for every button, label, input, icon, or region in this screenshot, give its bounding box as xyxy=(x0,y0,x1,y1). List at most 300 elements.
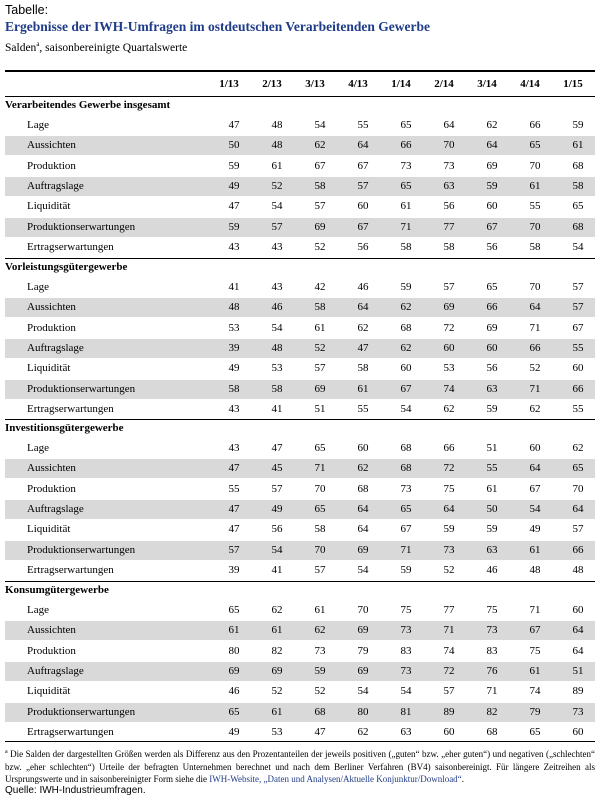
table-cell: 48 xyxy=(228,301,240,314)
table-cell: 54 xyxy=(400,685,412,698)
table-cell: 55 xyxy=(357,402,369,415)
table-cell: 67 xyxy=(314,159,326,172)
table-cell: 70 xyxy=(314,482,326,495)
section-title: Vorleistungsgütergewerbe xyxy=(5,261,128,273)
table-cell: 74 xyxy=(443,644,455,657)
table-cell: 48 xyxy=(529,563,541,576)
table-cell: 53 xyxy=(271,362,283,375)
table-cell: 73 xyxy=(400,482,412,495)
table-cell: 65 xyxy=(400,119,412,131)
table-cell: 48 xyxy=(271,341,283,354)
table-cell: 52 xyxy=(271,179,283,192)
table-cell: 77 xyxy=(443,220,455,233)
table-cell: 65 xyxy=(314,502,326,515)
row-label: Ertragserwartungen xyxy=(27,563,114,576)
row-label: Ertragserwartungen xyxy=(27,240,114,253)
table-cell: 59 xyxy=(486,523,498,536)
table-cell: 54 xyxy=(271,543,283,556)
table-cell: 65 xyxy=(314,442,326,454)
table-cell: 48 xyxy=(572,563,584,576)
table-cell: 72 xyxy=(443,462,455,475)
table-row xyxy=(5,400,595,419)
table-cell: 59 xyxy=(400,281,412,293)
table-cell: 59 xyxy=(228,220,240,233)
table-cell: 62 xyxy=(314,139,326,152)
table-cell: 61 xyxy=(486,482,498,495)
table-cell: 71 xyxy=(486,685,498,698)
table-cell: 52 xyxy=(314,685,326,698)
table-cell: 57 xyxy=(357,179,369,192)
table-cell: 59 xyxy=(443,523,455,536)
table-cell: 81 xyxy=(400,705,412,718)
table-cell: 65 xyxy=(572,462,584,475)
table-cell: 69 xyxy=(486,159,498,172)
table-row xyxy=(5,238,595,257)
table-cell: 65 xyxy=(228,604,240,616)
table-cell: 63 xyxy=(486,543,498,556)
table-cell: 52 xyxy=(314,341,326,354)
table-row xyxy=(5,459,595,478)
table-cell: 52 xyxy=(443,563,455,576)
table-cell: 62 xyxy=(400,341,412,354)
table-cell: 62 xyxy=(529,402,541,415)
table-row xyxy=(5,601,595,620)
table-cell: 60 xyxy=(486,200,498,213)
table-cell: 69 xyxy=(228,664,240,677)
table-cell: 60 xyxy=(486,341,498,354)
table-row xyxy=(5,642,595,661)
table-cell: 57 xyxy=(314,563,326,576)
table-cell: 49 xyxy=(228,362,240,375)
table-cell: 54 xyxy=(572,240,584,253)
table-cell: 74 xyxy=(443,382,455,395)
table-cell: 76 xyxy=(486,664,498,677)
table-cell: 54 xyxy=(357,685,369,698)
header-bottom-rule xyxy=(5,96,595,97)
row-label: Aussichten xyxy=(27,139,76,152)
table-cell: 57 xyxy=(314,200,326,213)
column-header: 2/13 xyxy=(262,78,282,90)
table-cell: 58 xyxy=(572,179,584,192)
table-cell: 61 xyxy=(314,604,326,616)
table-cell: 55 xyxy=(529,200,541,213)
table-cell: 52 xyxy=(529,362,541,375)
table-cell: 69 xyxy=(271,664,283,677)
table-cell: 48 xyxy=(271,119,283,131)
table-cell: 56 xyxy=(486,362,498,375)
table-cell: 49 xyxy=(271,502,283,515)
table-cell: 68 xyxy=(400,462,412,475)
table-cell: 61 xyxy=(529,543,541,556)
table-cell: 66 xyxy=(443,442,455,454)
table-cell: 56 xyxy=(443,200,455,213)
table-cell: 64 xyxy=(486,139,498,152)
table-cell: 64 xyxy=(443,119,455,131)
table-cell: 62 xyxy=(572,442,584,454)
table-cell: 51 xyxy=(314,402,326,415)
table-cell: 53 xyxy=(443,362,455,375)
table-cell: 43 xyxy=(271,240,283,253)
table-cell: 67 xyxy=(486,220,498,233)
table-row xyxy=(5,520,595,539)
table-cell: 79 xyxy=(357,644,369,657)
table-row xyxy=(5,197,595,216)
table-cell: 67 xyxy=(529,482,541,495)
table-cell: 64 xyxy=(529,462,541,475)
table-cell: 61 xyxy=(400,200,412,213)
table-cell: 73 xyxy=(400,624,412,637)
table-cell: 73 xyxy=(572,705,584,718)
row-label: Produktion xyxy=(27,321,76,334)
table-cell: 41 xyxy=(271,402,283,415)
table-cell: 89 xyxy=(443,705,455,718)
table-cell: 75 xyxy=(443,482,455,495)
table-cell: 66 xyxy=(400,139,412,152)
table-cell: 39 xyxy=(228,341,240,354)
column-header: 1/14 xyxy=(391,78,411,90)
table-cell: 57 xyxy=(443,685,455,698)
table-cell: 56 xyxy=(357,240,369,253)
row-label: Liquidität xyxy=(27,200,71,213)
table-cell: 50 xyxy=(228,139,240,152)
table-cell: 68 xyxy=(314,705,326,718)
table-cell: 56 xyxy=(271,523,283,536)
table-cell: 68 xyxy=(572,220,584,233)
table-cell: 77 xyxy=(443,604,455,616)
table-cell: 53 xyxy=(271,725,283,738)
table-cell: 70 xyxy=(529,220,541,233)
source-note: Quelle: IWH-Industrieumfragen. xyxy=(5,785,146,796)
section-divider xyxy=(5,419,595,420)
table-cell: 60 xyxy=(443,725,455,738)
table-cell: 55 xyxy=(486,462,498,475)
table-cell: 60 xyxy=(443,341,455,354)
table-cell: 47 xyxy=(228,502,240,515)
row-label: Lage xyxy=(27,119,49,131)
table-cell: 60 xyxy=(529,442,541,454)
row-label: Aussichten xyxy=(27,462,76,475)
table-cell: 71 xyxy=(529,382,541,395)
table-cell: 47 xyxy=(314,725,326,738)
table-cell: 64 xyxy=(357,523,369,536)
table-cell: 54 xyxy=(400,402,412,415)
row-label: Auftragslage xyxy=(27,502,84,515)
table-cell: 48 xyxy=(271,139,283,152)
table-cell: 59 xyxy=(486,179,498,192)
table-cell: 60 xyxy=(400,362,412,375)
table-cell: 64 xyxy=(357,301,369,314)
table-cell: 65 xyxy=(486,281,498,293)
table-cell: 59 xyxy=(400,563,412,576)
table-cell: 70 xyxy=(529,281,541,293)
section-divider xyxy=(5,258,595,259)
table-cell: 46 xyxy=(271,301,283,314)
table-cell: 60 xyxy=(572,604,584,616)
table-cell: 63 xyxy=(443,179,455,192)
table-cell: 55 xyxy=(357,119,369,131)
table-cell: 65 xyxy=(400,179,412,192)
table-cell: 61 xyxy=(529,664,541,677)
table-cell: 67 xyxy=(357,220,369,233)
table-cell: 54 xyxy=(271,200,283,213)
row-label: Liquidität xyxy=(27,685,71,698)
table-cell: 70 xyxy=(529,159,541,172)
column-header: 3/13 xyxy=(305,78,325,90)
table-cell: 66 xyxy=(572,382,584,395)
row-label: Aussichten xyxy=(27,301,76,314)
table-cell: 43 xyxy=(228,240,240,253)
table-row xyxy=(5,541,595,560)
table-cell: 72 xyxy=(443,321,455,334)
table-cell: 68 xyxy=(572,159,584,172)
table-row xyxy=(5,136,595,155)
table-cell: 49 xyxy=(529,523,541,536)
iwh-website-link[interactable]: IWH-Website, „Daten und Analysen/Aktuelle Konjunktur/Download“ xyxy=(209,774,462,784)
table-cell: 57 xyxy=(572,281,584,293)
table-cell: 79 xyxy=(529,705,541,718)
table-cell: 73 xyxy=(400,159,412,172)
table-cell: 75 xyxy=(400,604,412,616)
table-cell: 59 xyxy=(314,664,326,677)
table-cell: 65 xyxy=(400,502,412,515)
table-cell: 62 xyxy=(357,321,369,334)
table-cell: 46 xyxy=(228,685,240,698)
column-header: 4/14 xyxy=(520,78,540,90)
table-cell: 64 xyxy=(357,502,369,515)
table-caption-label: Tabelle: xyxy=(5,3,49,17)
table-cell: 71 xyxy=(529,604,541,616)
table-cell: 60 xyxy=(357,200,369,213)
table-cell: 73 xyxy=(443,543,455,556)
table-row xyxy=(5,359,595,378)
table-cell: 82 xyxy=(486,705,498,718)
table-cell: 56 xyxy=(486,240,498,253)
row-label: Produktionserwartungen xyxy=(27,220,136,233)
table-cell: 62 xyxy=(357,725,369,738)
table-cell: 61 xyxy=(529,179,541,192)
table-cell: 54 xyxy=(529,502,541,515)
table-row xyxy=(5,218,595,237)
column-header: 2/14 xyxy=(434,78,454,90)
table-cell: 52 xyxy=(314,240,326,253)
table-cell: 57 xyxy=(572,523,584,536)
table-cell: 73 xyxy=(400,664,412,677)
row-label: Liquidität xyxy=(27,362,71,375)
table-cell: 75 xyxy=(529,644,541,657)
table-cell: 62 xyxy=(486,119,498,131)
table-cell: 61 xyxy=(271,705,283,718)
table-cell: 61 xyxy=(271,159,283,172)
table-cell: 62 xyxy=(400,301,412,314)
table-cell: 43 xyxy=(228,442,240,454)
table-row xyxy=(5,177,595,196)
table-cell: 52 xyxy=(271,685,283,698)
section-title: Verarbeitendes Gewerbe insgesamt xyxy=(5,99,171,111)
table-cell: 50 xyxy=(486,502,498,515)
table-cell: 80 xyxy=(357,705,369,718)
table-cell: 74 xyxy=(529,685,541,698)
table-cell: 69 xyxy=(357,664,369,677)
table-cell: 67 xyxy=(400,382,412,395)
table-row xyxy=(5,116,595,135)
table-cell: 60 xyxy=(572,362,584,375)
table-cell: 69 xyxy=(357,624,369,637)
footnote: $^a$ Die Salden der dargestellten Größen werden als Differenz aus den Prozentanteilen der jeweils positiven („guten“ bzw. „eher guten“) und negativen („schlechten“ bzw. „eher schlechten“) Urteile der befragten Unternehmen berechnet und nach dem Berliner Verfahren (BV4) saisonbereinigt. Für längere Zeitreihen als Ursprungswerte und in saisonbereinigter Form siehe die IWH-Website, „Daten und Analysen/Aktuelle Konjunktur/Download“. xyxy=(5,749,596,784)
table-cell: 61 xyxy=(314,321,326,334)
table-cell: 64 xyxy=(572,502,584,515)
table-cell: 47 xyxy=(228,523,240,536)
table-cell: 69 xyxy=(357,543,369,556)
table-row xyxy=(5,703,595,722)
table-cell: 47 xyxy=(271,442,283,454)
table-row xyxy=(5,662,595,681)
table-cell: 59 xyxy=(228,159,240,172)
table-row xyxy=(5,500,595,519)
table-cell: 55 xyxy=(228,482,240,495)
table-cell: 67 xyxy=(357,159,369,172)
table-cell: 51 xyxy=(572,664,584,677)
table-row xyxy=(5,380,595,399)
table-cell: 62 xyxy=(357,462,369,475)
table-row xyxy=(5,439,595,458)
section-title: Konsumgütergewerbe xyxy=(5,584,109,596)
table-cell: 57 xyxy=(443,281,455,293)
row-label: Produktion xyxy=(27,159,76,172)
table-cell: 65 xyxy=(228,705,240,718)
table-row xyxy=(5,480,595,499)
row-label: Produktionserwartungen xyxy=(27,543,136,556)
table-cell: 69 xyxy=(443,301,455,314)
table-cell: 89 xyxy=(572,685,584,698)
row-label: Produktionserwartungen xyxy=(27,705,136,718)
column-header: 1/13 xyxy=(219,78,239,90)
row-label: Produktionserwartungen xyxy=(27,382,136,395)
table-cell: 57 xyxy=(314,362,326,375)
table-cell: 66 xyxy=(529,119,541,131)
table-cell: 68 xyxy=(400,442,412,454)
table-cell: 69 xyxy=(314,220,326,233)
table-cell: 69 xyxy=(486,321,498,334)
table-cell: 58 xyxy=(357,362,369,375)
table-cell: 58 xyxy=(400,240,412,253)
table-cell: 75 xyxy=(486,604,498,616)
table-cell: 46 xyxy=(357,281,369,293)
table-cell: 65 xyxy=(529,725,541,738)
table-cell: 61 xyxy=(357,382,369,395)
table-cell: 65 xyxy=(529,139,541,152)
row-label: Auftragslage xyxy=(27,341,84,354)
table-cell: 54 xyxy=(357,563,369,576)
table-cell: 68 xyxy=(357,482,369,495)
table-cell: 47 xyxy=(228,119,240,131)
table-row xyxy=(5,157,595,176)
table-cell: 67 xyxy=(572,321,584,334)
table-cell: 73 xyxy=(486,624,498,637)
row-label: Lage xyxy=(27,281,49,293)
table-cell: 49 xyxy=(228,179,240,192)
row-label: Ertragserwartungen xyxy=(27,402,114,415)
table-cell: 57 xyxy=(271,482,283,495)
table-cell: 55 xyxy=(572,402,584,415)
table-cell: 83 xyxy=(400,644,412,657)
column-header: 3/14 xyxy=(477,78,497,90)
table-row xyxy=(5,561,595,580)
table-cell: 73 xyxy=(314,644,326,657)
table-cell: 67 xyxy=(529,624,541,637)
row-label: Auftragslage xyxy=(27,664,84,677)
table-cell: 47 xyxy=(228,462,240,475)
table-cell: 63 xyxy=(486,382,498,395)
table-cell: 70 xyxy=(572,482,584,495)
table-cell: 58 xyxy=(271,382,283,395)
table-cell: 46 xyxy=(486,563,498,576)
table-cell: 43 xyxy=(271,281,283,293)
row-label: Produktion xyxy=(27,482,76,495)
row-label: Produktion xyxy=(27,644,76,657)
table-cell: 45 xyxy=(271,462,283,475)
table-cell: 61 xyxy=(228,624,240,637)
row-label: Lage xyxy=(27,442,49,454)
table-cell: 41 xyxy=(271,563,283,576)
table-cell: 62 xyxy=(314,624,326,637)
table-row xyxy=(5,723,595,742)
table-cell: 62 xyxy=(271,604,283,616)
table-cell: 54 xyxy=(271,321,283,334)
table-cell: 54 xyxy=(314,119,326,131)
table-cell: 41 xyxy=(228,281,240,293)
table-cell: 58 xyxy=(314,179,326,192)
table-cell: 71 xyxy=(400,543,412,556)
column-header: 4/13 xyxy=(348,78,368,90)
table-cell: 57 xyxy=(572,301,584,314)
table-cell: 69 xyxy=(314,382,326,395)
table-cell: 70 xyxy=(314,543,326,556)
table-bottom-rule xyxy=(5,741,595,742)
table-cell: 61 xyxy=(271,624,283,637)
table-cell: 43 xyxy=(228,402,240,415)
table-cell: 70 xyxy=(443,139,455,152)
table-cell: 62 xyxy=(443,402,455,415)
table-cell: 63 xyxy=(400,725,412,738)
table-cell: 66 xyxy=(529,341,541,354)
table-cell: 57 xyxy=(228,543,240,556)
table-cell: 53 xyxy=(228,321,240,334)
table-cell: 55 xyxy=(572,341,584,354)
table-cell: 60 xyxy=(572,725,584,738)
table-cell: 58 xyxy=(443,240,455,253)
table-cell: 59 xyxy=(572,119,584,131)
table-cell: 70 xyxy=(357,604,369,616)
table-cell: 64 xyxy=(529,301,541,314)
section-title: Investitionsgütergewerbe xyxy=(5,422,124,434)
row-label: Liquidität xyxy=(27,523,71,536)
table-top-rule xyxy=(5,70,595,72)
table-cell: 58 xyxy=(314,301,326,314)
table-row xyxy=(5,682,595,701)
column-header: 1/15 xyxy=(563,78,583,90)
table-cell: 68 xyxy=(400,321,412,334)
table-cell: 64 xyxy=(357,139,369,152)
table-cell: 58 xyxy=(529,240,541,253)
table-cell: 58 xyxy=(228,382,240,395)
table-cell: 64 xyxy=(572,644,584,657)
table-title: Ergebnisse der IWH-Umfragen im ostdeutschen Verarbeitenden Gewerbe xyxy=(5,19,430,34)
table-cell: 68 xyxy=(486,725,498,738)
table-cell: 64 xyxy=(572,624,584,637)
table-row xyxy=(5,339,595,358)
table-cell: 60 xyxy=(357,442,369,454)
row-label: Lage xyxy=(27,604,49,616)
